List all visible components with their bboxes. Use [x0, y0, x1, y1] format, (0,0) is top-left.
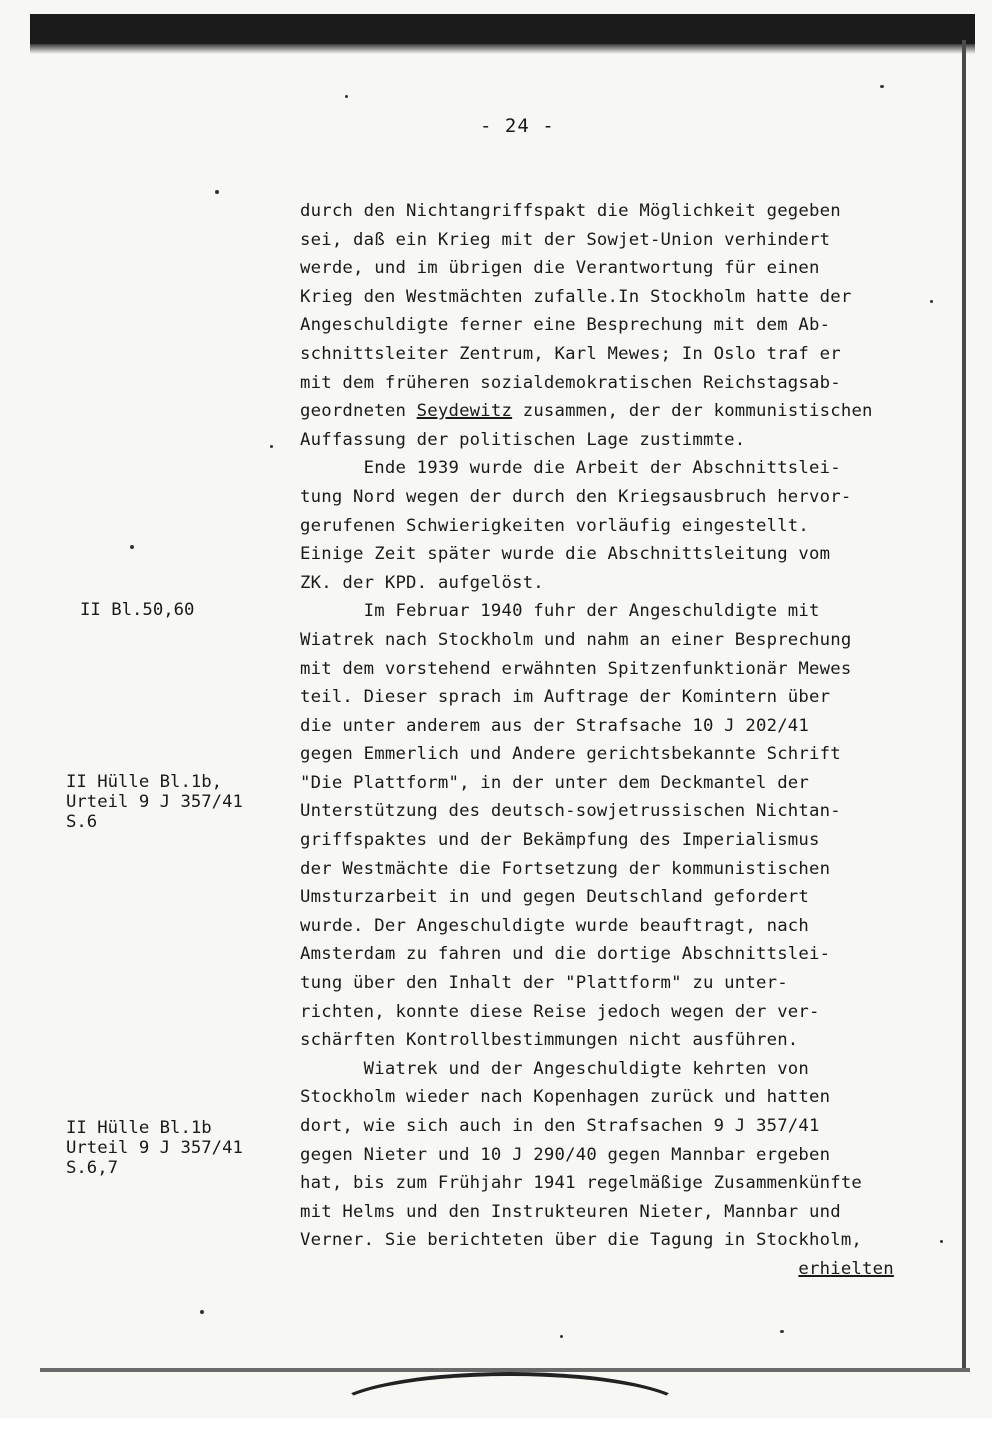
- body-line: mit dem früheren sozialdemokratischen Reichstagsab-: [300, 372, 841, 393]
- body-line: tung Nord wegen der durch den Kriegsausbruch hervor-: [300, 486, 852, 507]
- body-line: sei, daß ein Krieg mit der Sowjet-Union verhindert: [300, 229, 831, 250]
- body-line: richten, konnte diese Reise jedoch wegen der ver-: [300, 1001, 820, 1022]
- underlined-word: Seydewitz: [416, 401, 513, 422]
- body-line: teil. Dieser sprach im Auftrage der Komintern über: [300, 687, 831, 708]
- body-line: [300, 1255, 940, 1284]
- margin-note-1: II Bl.50,60: [80, 600, 195, 620]
- page-number: - 24 -: [480, 115, 555, 137]
- scan-speck: [200, 1310, 204, 1314]
- body-line: Unterstützung des deutsch-sowjetrussischen Nichtan-: [300, 801, 841, 822]
- body-line: Wiatrek nach Stockholm und nahm an einer Besprechung: [300, 629, 852, 650]
- body-line: Wiatrek und der Angeschuldigte kehrten von: [300, 1058, 810, 1079]
- body-line: schnittsleiter Zentrum, Karl Mewes; In Oslo traf er: [300, 343, 841, 364]
- body-line: Umsturzarbeit in und gegen Deutschland gefordert: [300, 887, 810, 908]
- scan-speck: [780, 1330, 784, 1333]
- body-line: geordneten Seydewitz zusammen, der der kommunistischen: [300, 401, 873, 422]
- body-line: Amsterdam zu fahren und die dortige Abschnittslei-: [300, 944, 831, 965]
- body-line: "Die Plattform", in der unter dem Deckmantel der: [300, 772, 810, 793]
- body-line: Auffassung der politischen Lage zustimmte.: [300, 429, 746, 450]
- scan-speck: [940, 1240, 943, 1243]
- body-line: dort, wie sich auch in den Strafsachen 9 J 357/41: [300, 1116, 820, 1136]
- body-line: Angeschuldigte ferner eine Besprechung mit dem Ab-: [300, 315, 831, 336]
- body-line: Verner. Sie berichteten über die Tagung in Stockholm,: [300, 1230, 863, 1251]
- underlined-word: erhielten: [798, 1258, 894, 1279]
- body-line: hat, bis zum Frühjahr 1941 regelmäßige Zusammenkünfte: [300, 1173, 863, 1194]
- body-line: gegen Nieter und 10 J 290/40 gegen Mannbar ergeben: [300, 1144, 831, 1165]
- body-line: gerufenen Schwierigkeiten vorläufig eingestellt.: [300, 515, 810, 536]
- scan-speck: [215, 190, 219, 194]
- scan-speck: [880, 85, 884, 88]
- body-line: tung über den Inhalt der "Plattform" zu unter-: [300, 973, 788, 994]
- scan-speck: [270, 445, 273, 448]
- scan-top-shadow: [30, 44, 975, 54]
- body-line: schärften Kontrollbestimmungen nicht ausführen.: [300, 1030, 799, 1051]
- body-line: ZK. der KPD. aufgelöst.: [300, 572, 544, 593]
- body-line: Einige Zeit später wurde die Abschnittsleitung vom: [300, 544, 831, 565]
- body-line: Im Februar 1940 fuhr der Angeschuldigte mit: [300, 601, 820, 622]
- body-line: Ende 1939 wurde die Arbeit der Abschnittslei-: [300, 458, 841, 479]
- scan-bottom-arc: [330, 1372, 690, 1452]
- scan-speck: [130, 545, 134, 549]
- body-line: Stockholm wieder nach Kopenhagen zurück und hatten: [300, 1087, 831, 1108]
- scan-speck: [560, 1335, 563, 1338]
- body-text: [300, 197, 940, 1284]
- scan-speck: [930, 300, 933, 303]
- body-line: mit dem vorstehend erwähnten Spitzenfunktionär Mewes: [300, 658, 852, 679]
- body-line: der Westmächte die Fortsetzung der kommunistischen: [300, 858, 831, 879]
- body-line: durch den Nichtangriffspakt die Möglichkeit gegeben: [300, 201, 841, 221]
- margin-note-3: II Hülle Bl.1b Urteil 9 J 357/41 S.6,7: [66, 1118, 243, 1178]
- margin-note-2: II Hülle Bl.1b, Urteil 9 J 357/41 S.6: [66, 772, 243, 832]
- body-line: mit Helms und den Instrukteuren Nieter, Mannbar und: [300, 1201, 841, 1222]
- body-line: werde, und im übrigen die Verantwortung für einen: [300, 258, 820, 279]
- scan-top-border: [30, 14, 975, 44]
- body-line: wurde. Der Angeschuldigte wurde beauftragt, nach: [300, 915, 810, 936]
- scan-speck: [345, 95, 348, 98]
- body-line: gegen Emmerlich und Andere gerichtsbekannte Schrift: [300, 744, 841, 765]
- body-line: Krieg den Westmächten zufalle.In Stockholm hatte der: [300, 286, 852, 307]
- scan-right-border: [962, 40, 966, 1370]
- body-line: griffspaktes und der Bekämpfung des Imperialismus: [300, 830, 820, 851]
- body-line: die unter anderem aus der Strafsache 10 J 202/41: [300, 715, 810, 736]
